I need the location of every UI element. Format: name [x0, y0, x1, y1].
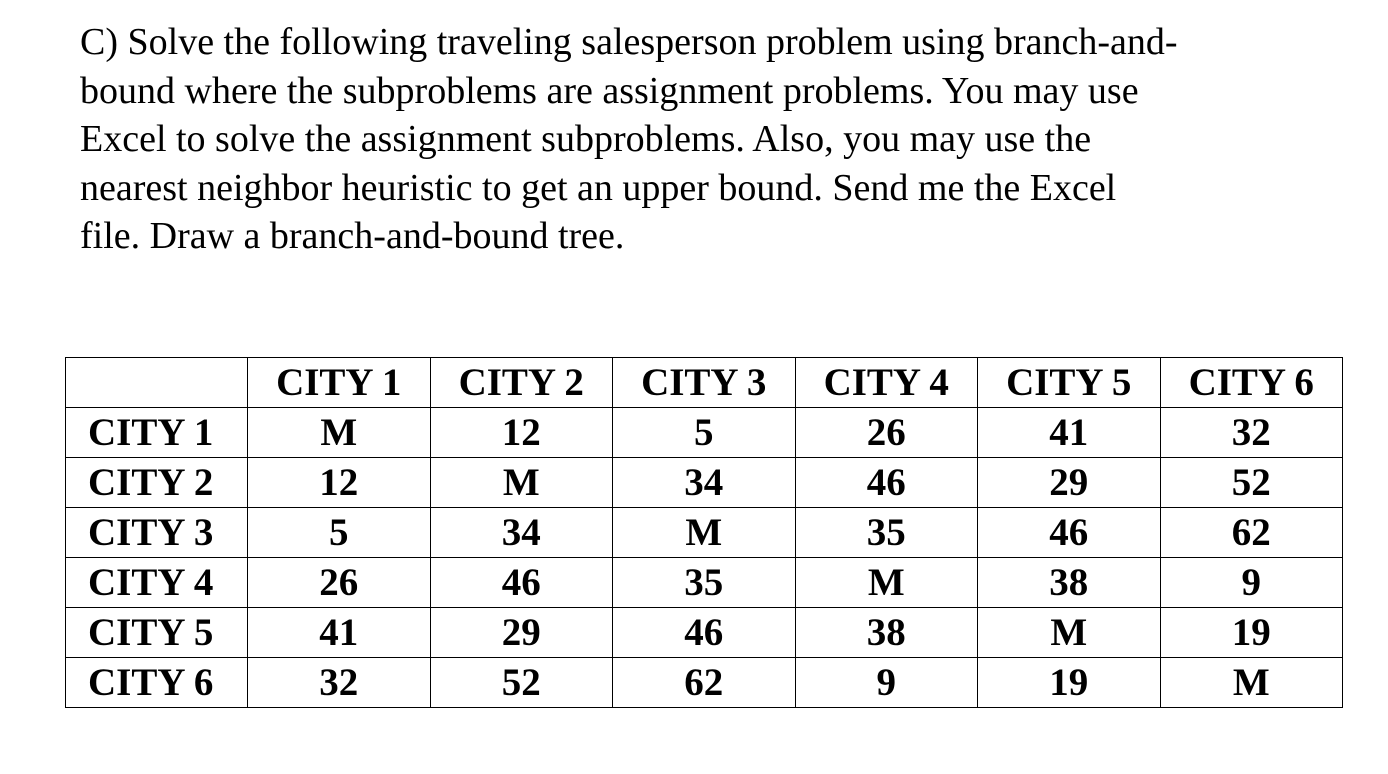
table-cell: 19 — [978, 658, 1161, 708]
table-header — [66, 358, 1343, 408]
table-cell: 26 — [248, 558, 431, 608]
table-cell: 26 — [795, 408, 978, 458]
table-cell: 32 — [1160, 408, 1343, 458]
column-header: CITY 1 — [248, 358, 431, 408]
problem-line: bound where the subproblems are assignment problems. You may use — [80, 69, 1139, 112]
table-cell: M — [978, 608, 1161, 658]
table-cell: 46 — [613, 608, 796, 658]
table-cell: 41 — [248, 608, 431, 658]
distance-table — [65, 357, 1343, 708]
row-header: CITY 4 — [66, 558, 248, 608]
table-row — [66, 608, 1343, 658]
table-cell: 62 — [1160, 508, 1343, 558]
column-header: CITY 5 — [978, 358, 1161, 408]
column-header: CITY 4 — [795, 358, 978, 408]
table-cell: M — [430, 458, 613, 508]
problem-line: C) Solve the following traveling salesperson problem using branch-and- — [80, 21, 1178, 63]
table-cell: M — [1160, 658, 1343, 708]
table-cell: 46 — [795, 458, 978, 508]
row-header: CITY 6 — [66, 658, 248, 708]
table-cell: 9 — [1160, 558, 1343, 608]
corner-cell — [66, 358, 248, 408]
table-cell: 5 — [248, 508, 431, 558]
table-cell: 29 — [978, 458, 1161, 508]
problem-line: Excel to solve the assignment subproblems. Also, you may use the — [80, 118, 1092, 160]
row-header: CITY 2 — [66, 458, 248, 508]
column-header: CITY 6 — [1160, 358, 1343, 408]
table-cell: 62 — [613, 658, 796, 708]
table-cell: 52 — [430, 658, 613, 708]
table-cell: 38 — [795, 608, 978, 658]
table-cell: 34 — [430, 508, 613, 558]
table-body — [66, 408, 1343, 708]
table-cell: 29 — [430, 608, 613, 658]
table-row — [66, 408, 1343, 458]
table-cell: 5 — [613, 408, 796, 458]
table-cell: M — [613, 508, 796, 558]
row-header: CITY 5 — [66, 608, 248, 658]
table-cell: 52 — [1160, 458, 1343, 508]
table-cell: 46 — [430, 558, 613, 608]
table-cell: 38 — [978, 558, 1161, 608]
table-cell: M — [248, 408, 431, 458]
row-header: CITY 1 — [66, 408, 248, 458]
table-cell: 34 — [613, 458, 796, 508]
table-cell: 41 — [978, 408, 1161, 458]
table-cell: 35 — [613, 558, 796, 608]
header-row — [66, 358, 1343, 408]
table-cell: 35 — [795, 508, 978, 558]
table-cell: 9 — [795, 658, 978, 708]
table-cell: 32 — [248, 658, 431, 708]
table-cell: 46 — [978, 508, 1161, 558]
problem-line: file. Draw a branch-and-bound tree. — [80, 215, 625, 257]
table-row — [66, 458, 1343, 508]
table-cell: 12 — [430, 408, 613, 458]
table-cell: 19 — [1160, 608, 1343, 658]
table-row — [66, 558, 1343, 608]
column-header: CITY 2 — [430, 358, 613, 408]
table-cell: M — [795, 558, 978, 608]
table-cell: 12 — [248, 458, 431, 508]
problem-line: nearest neighbor heuristic to get an upper bound. Send me the Excel — [80, 166, 1117, 209]
table-row — [66, 508, 1343, 558]
column-header: CITY 3 — [613, 358, 796, 408]
table-row — [66, 658, 1343, 708]
problem-statement — [80, 18, 1370, 261]
row-header: CITY 3 — [66, 508, 248, 558]
